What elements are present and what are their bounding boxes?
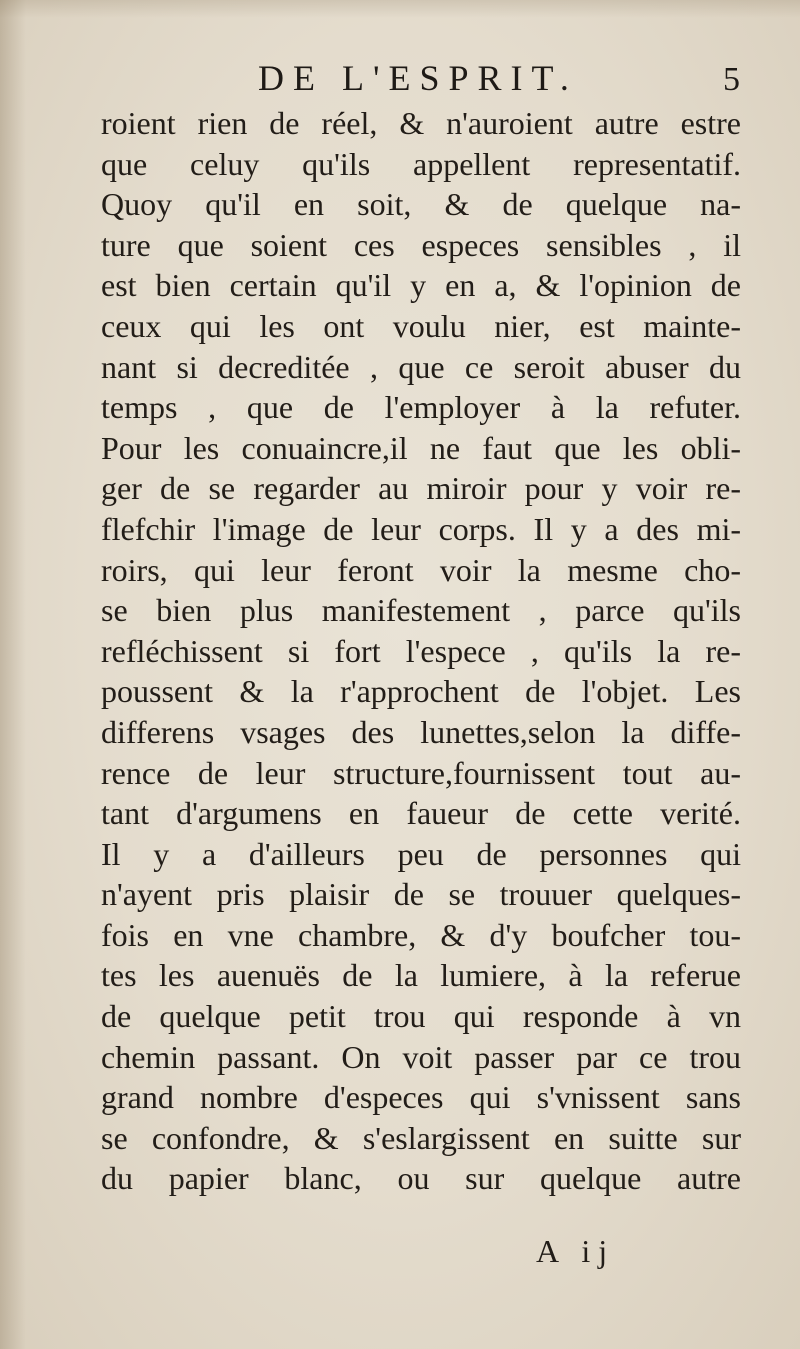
running-head xyxy=(100,56,740,100)
text-line: n'ayent pris plaisir de se trouuer quelques- xyxy=(101,876,741,913)
text-line: differens vsages des lunettes,selon la diffe- xyxy=(101,713,741,750)
text-line: refléchissent si fort l'espece , qu'ils la re- xyxy=(101,632,741,669)
text-line: ger de se regarder au miroir pour y voir re- xyxy=(101,470,741,507)
text-line: roirs, qui leur feront voir la mesme cho- xyxy=(101,551,741,588)
text-line: fois en vne chambre, & d'y boufcher tou- xyxy=(101,916,741,953)
page-number: 5 xyxy=(723,61,740,98)
text-line: que celuy qu'ils appellent representatif. xyxy=(101,145,741,182)
text-line: roient rien de réel, & n'auroient autre estre xyxy=(101,105,741,141)
text-line: de quelque petit trou qui responde à vn xyxy=(101,998,741,1035)
text-line: tes les auenuës de la lumiere, à la referue xyxy=(101,957,741,994)
text-line: tant d'argumens en faueur de cette verité. xyxy=(101,795,741,832)
text-line: ceux qui les ont voulu nier, est mainte- xyxy=(101,307,741,344)
text-line: poussent & la r'approchent de l'objet. Les xyxy=(101,673,741,710)
running-title: DE L'ESPRIT. xyxy=(258,58,578,98)
signature-mark: A ij xyxy=(536,1233,616,1269)
text-line: Il y a d'ailleurs peu de personnes qui xyxy=(101,835,741,872)
text-line: chemin passant. On voit passer par ce trou xyxy=(101,1038,741,1075)
text-line: Quoy qu'il en soit, & de quelque na- xyxy=(101,186,741,223)
text-line: nant si decreditée , que ce seroit abuser du xyxy=(101,348,741,385)
text-line: temps , que de l'employer à la refuter. xyxy=(101,389,741,426)
text-line: grand nombre d'especes qui s'vnissent sans xyxy=(101,1079,741,1116)
text-line: ture que soient ces especes sensibles , il xyxy=(101,226,741,263)
text-line: flefchir l'image de leur corps. Il y a des mi- xyxy=(101,510,741,547)
text-line: du papier blanc, ou sur quelque autre xyxy=(101,1160,741,1197)
body-text xyxy=(101,103,741,1199)
text-line: est bien certain qu'il y en a, & l'opinion de xyxy=(101,267,741,304)
text-line: rence de leur structure,fournissent tout au- xyxy=(101,754,741,791)
text-line: se bien plus manifestement , parce qu'ils xyxy=(101,592,741,629)
text-line: Pour les conuaincre,il ne faut que les obli- xyxy=(101,429,741,466)
text-line: se confondre, & s'eslargissent en suitte sur xyxy=(101,1119,741,1156)
